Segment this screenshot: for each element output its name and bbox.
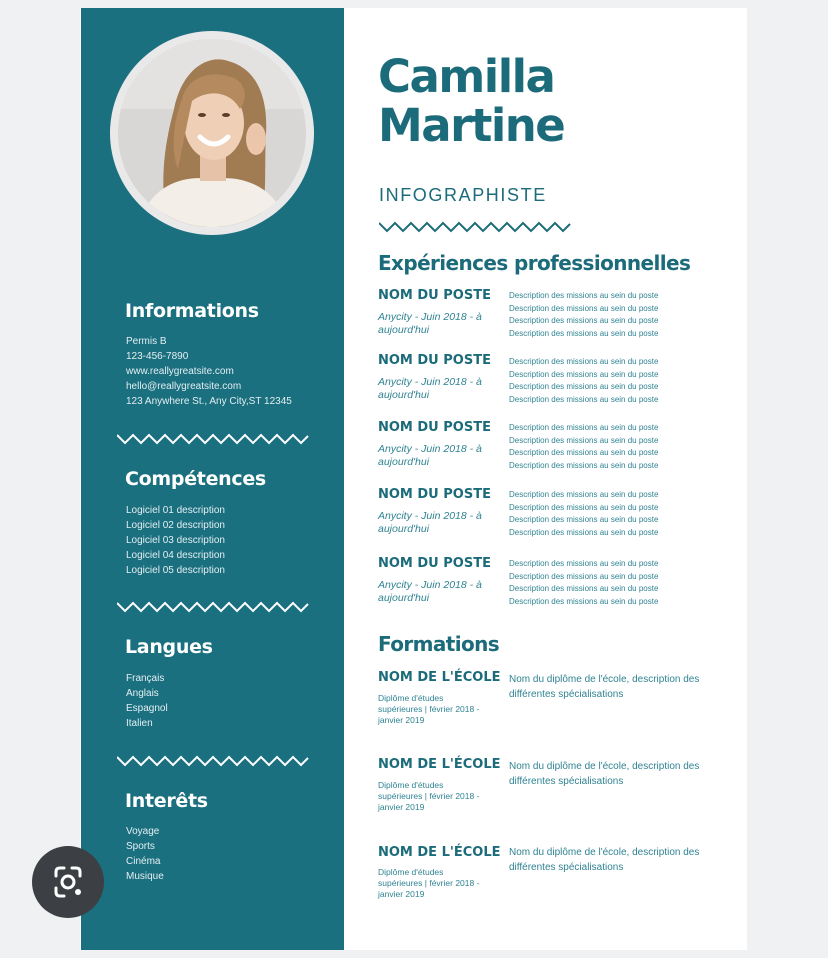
job-description-line: Description des missions au sein du poste [509,369,659,379]
job-description-line: Description des missions au sein du poste [509,382,659,392]
job-position-title: NOM DU POSTE [378,556,491,571]
job-location-dates: Anycity - Juin 2018 - à aujourd'hui [378,376,482,401]
job-location-dates: Anycity - Juin 2018 - à aujourd'hui [378,311,482,336]
job-description-line: Description des missions au sein du poste [509,316,659,326]
job-description-line: Description des missions au sein du poste [509,461,659,471]
skill-item: Logiciel 03 description [126,535,225,546]
job-description-line: Description des missions au sein du poste [509,291,659,300]
job-description-line: Description des missions au sein du poste [509,515,659,525]
visual-search-icon [32,846,104,918]
job-description-list [509,290,658,341]
job-description-line: Description des missions au sein du poste [509,597,659,607]
job-description-line: Description des missions au sein du poste [509,502,659,512]
job-position-title: NOM DU POSTE [378,288,491,303]
job-description-line: Description des missions au sein du poste [509,559,659,568]
job-location-dates: Anycity - Juin 2018 - à aujourd'hui [378,443,482,468]
experiences-heading: Expériences professionnelles [378,251,691,275]
job-description-line: Description des missions au sein du poste [509,528,659,538]
competences-heading: Compétences [125,468,266,490]
school-name: NOM DE L'ÉCOLE [378,670,501,685]
interest-item: Voyage [126,826,160,837]
language-item: Italien [126,718,153,729]
zigzag-divider [117,601,309,613]
school-description: Nom du diplôme de l'école, description des différentes spécialisations [509,847,700,873]
job-description-line: Description des missions au sein du poste [509,329,659,339]
school-degree-dates: Diplôme d'études supérieures | février 2018 - janvier 2019 [378,867,480,899]
profile-photo [118,39,306,227]
job-description-line: Description des missions au sein du poste [509,395,659,405]
langues-heading: Langues [125,636,213,658]
job-position-title: NOM DU POSTE [378,353,491,368]
interest-item: Cinéma [126,856,161,867]
school-degree-dates: Diplôme d'études supérieures | février 2018 - janvier 2019 [378,693,480,725]
job-description-list [509,356,658,407]
job-title: INFOGRAPHISTE [379,185,547,205]
language-item: Anglais [126,688,159,699]
zigzag-divider [379,221,571,233]
job-description-line: Description des missions au sein du poste [509,448,659,458]
langues-list [126,671,168,731]
job-description-line: Description des missions au sein du poste [509,571,659,581]
language-item: Français [126,673,165,684]
school-degree-dates: Diplôme d'études supérieures | février 2018 - janvier 2019 [378,780,480,812]
visual-search-button[interactable] [32,846,104,918]
skill-item: Logiciel 05 description [126,565,225,576]
zigzag-divider [117,755,309,767]
job-description-line: Description des missions au sein du poste [509,435,659,445]
skill-item: Logiciel 04 description [126,550,225,561]
job-description-list [509,422,658,473]
interest-item: Musique [126,871,164,882]
language-item: Espagnol [126,703,168,714]
job-position-title: NOM DU POSTE [378,420,491,435]
last-name: Martine [378,99,565,152]
job-description-line: Description des missions au sein du poste [509,584,659,594]
school-name: NOM DE L'ÉCOLE [378,845,501,860]
info-email: hello@reallygreatsite.com [126,381,242,392]
zigzag-divider [117,433,309,445]
interest-item: Sports [126,841,155,852]
school-description: Nom du diplôme de l'école, description des différentes spécialisations [509,761,700,787]
job-description-list [509,489,658,540]
job-description-line: Description des missions au sein du poste [509,303,659,313]
info-address: 123 Anywhere St., Any City,ST 12345 [126,396,292,407]
job-location-dates: Anycity - Juin 2018 - à aujourd'hui [378,579,482,604]
informations-list [126,334,292,409]
info-license: Permis B [126,336,167,347]
candidate-name [378,52,564,150]
skill-item: Logiciel 02 description [126,520,225,531]
job-description-line: Description des missions au sein du poste [509,423,659,432]
school-name: NOM DE L'ÉCOLE [378,757,501,772]
info-phone: 123-456-7890 [126,351,189,362]
job-position-title: NOM DU POSTE [378,487,491,502]
first-name: Camilla [378,50,555,103]
info-website: www.reallygreatsite.com [126,366,234,377]
interets-heading: Interêts [125,790,208,812]
interets-list [126,824,164,884]
informations-heading: Informations [125,300,259,322]
formations-heading: Formations [378,632,500,656]
skill-item: Logiciel 01 description [126,505,225,516]
job-description-line: Description des missions au sein du poste [509,357,659,366]
job-description-line: Description des missions au sein du poste [509,490,659,499]
job-location-dates: Anycity - Juin 2018 - à aujourd'hui [378,510,482,535]
school-description: Nom du diplôme de l'école, description des différentes spécialisations [509,674,700,700]
job-description-list [509,558,658,609]
competences-list [126,503,225,578]
